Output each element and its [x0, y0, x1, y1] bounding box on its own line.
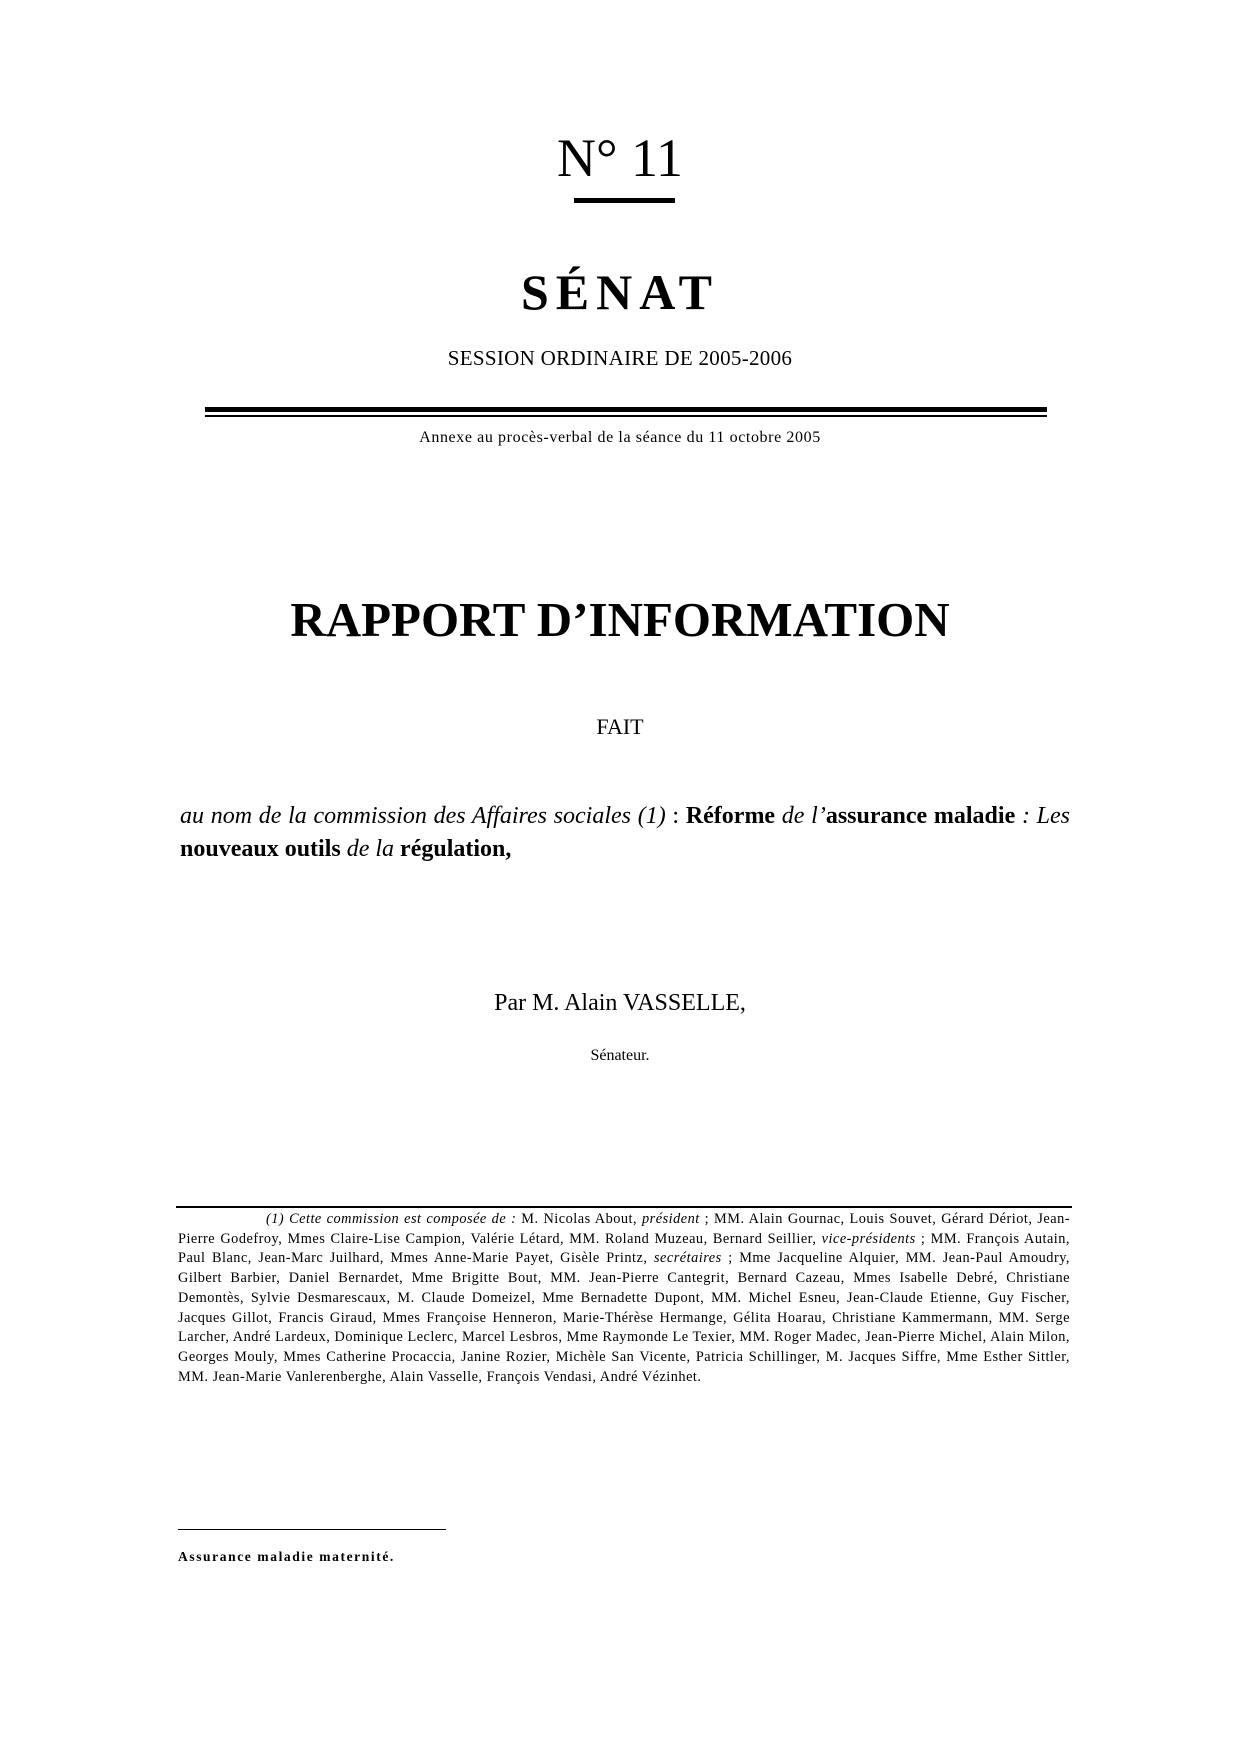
theme-rule: [178, 1529, 446, 1530]
footnote-rule: [176, 1206, 1072, 1208]
session-line: SESSION ORDINAIRE DE 2005-2006: [447, 346, 793, 370]
subject-colon: :: [665, 803, 686, 829]
header-rule-thick: [205, 407, 1047, 412]
footnote-text-3: ; MM. François Autain, Paul Blanc, Jean-Marc Juilhard, Mmes Anne-Marie Payet, Gisèle Printz,: [178, 1230, 1070, 1267]
subject-les: : Les: [1015, 803, 1071, 829]
footnote-text-4: ; Mme Jacqueline Alquier, MM. Jean-Paul Amoudry, Gilbert Barbier, Daniel Bernardet, Mme Brigitte Bout, MM. Jean-Pierre Cantegrit, Bernard Cazeau, Mmes Isabelle Debré, Christiane Demontès, Sylvie Desmarescaux, M. Claude Domeizel, Mme Bernadette Dupont, MM. Michel Esneu, Jean-Claude Etienne, Guy Fischer, Jacques Gillot, Francis Giraud, Mmes Françoise Henneron, Marie-Thérèse Hermange, Gélita Hoarau, Christiane Kammermann, MM. Serge Larcher, André Lardeux, Dominique Leclerc, Marcel Lesbros, Mme Raymonde Le Texier, MM. Roger Madec, Jean-Pierre Michel, Alain Milon, Georges Mouly, Mmes Catherine Procaccia, Janine Rozier, Michèle San Vicente, Patricia Schillinger, M. Jacques Siffre, Mme Esther Sittler, MM. Jean-Marie Vanlerenberghe, Alain Vasselle, François Vendasi, André Vézinhet.: [178, 1250, 1071, 1385]
author-role: Sénateur.: [590, 1047, 650, 1064]
author-line: Par M. Alain VASSELLE,: [494, 990, 746, 1016]
number-underline: [574, 198, 675, 203]
footnote-lead: (1) Cette commission est composée de :: [266, 1211, 517, 1227]
subject-nouveaux-outils: nouveaux outils: [180, 836, 347, 862]
header-rule-thin: [205, 415, 1047, 417]
footnote-text-2: ; MM. Alain Gournac, Louis Souvet, Gérard Dériot, Jean-Pierre Godefroy, Mmes Claire-Lise Campion, Valérie Létard, MM. Roland Muzeau, Bernard Seillier,: [178, 1211, 1071, 1247]
subject-de-l: de l’: [775, 803, 826, 829]
fait-label: FAIT: [596, 714, 644, 739]
subject-commission: au nom de la commission des Affaires sociales (1): [180, 803, 666, 829]
report-subject: [180, 800, 1070, 866]
annexe-line: Annexe au procès-verbal de la séance du 11 octobre 2005: [419, 429, 821, 446]
footnote-text-1: M. Nicolas About,: [516, 1211, 643, 1227]
institution-title: SÉNAT: [520, 264, 719, 320]
subject-assurance-maladie: assurance maladie: [825, 803, 1016, 829]
footnote-secretaires: secrétaires: [653, 1250, 722, 1267]
commission-footnote: [178, 1210, 1070, 1387]
subject-regulation: régulation,: [394, 836, 512, 862]
report-number: N° 11: [556, 128, 684, 188]
footnote-president: président: [642, 1211, 700, 1227]
footnote-vice-presidents: vice-présidents: [821, 1230, 916, 1247]
document-title: RAPPORT D’INFORMATION: [290, 592, 950, 647]
theme-label: Assurance maladie maternité.: [178, 1549, 395, 1564]
subject-de-la: de la: [346, 836, 395, 862]
subject-reforme: Réforme: [685, 803, 776, 829]
